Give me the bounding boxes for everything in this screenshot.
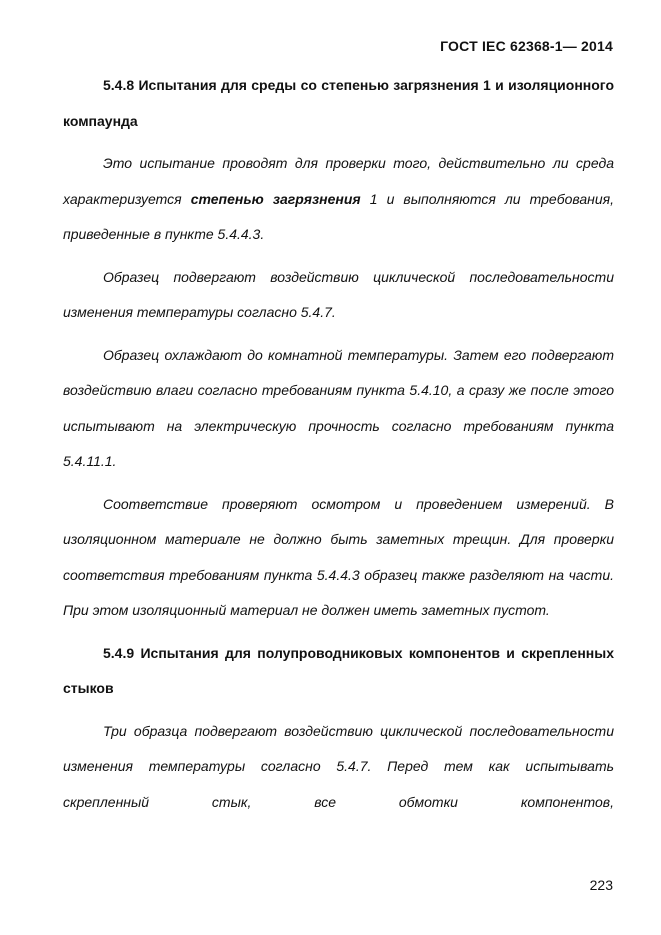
paragraph-text: Это испытание проводят для проверки того, действительно ли среда характеризуется	[63, 155, 614, 207]
paragraph: Три образца подвергают воздействию циклической последовательности изменения температуры согласно 5.4.7. Перед тем как испытывать скрепленный стык, все обмотки компонентов,	[63, 722, 614, 810]
paragraph: Образец подвергают воздействию циклической последовательности изменения температуры согласно 5.4.7.	[63, 268, 614, 320]
section-heading-5-4-9: 5.4.9 Испытания для полупроводниковых компонентов и скрепленных стыков	[63, 644, 614, 696]
emphasized-term: степенью загрязнения	[190, 190, 361, 207]
section-heading-5-4-8: 5.4.8 Испытания для среды со степенью загрязнения 1 и изоляционного компаунда	[63, 77, 614, 129]
paragraph: Соответствие проверяют осмотром и проведением измерений. В изоляционном материале не должно быть заметных трещин. Для проверки соответствия требованиям пункта 5.4.4.3 образец также разделяют на части. При этом изоляционный материал не должен иметь заметных пустот.	[63, 495, 614, 618]
paragraph	[63, 146, 614, 253]
document-header: ГОСТ IEC 62368-1— 2014	[440, 38, 613, 54]
page-number: 223	[589, 877, 613, 893]
paragraph-text: 1 и выполняются ли требования, приведенные в пункте 5.4.4.3.	[63, 190, 614, 242]
document-body	[63, 68, 614, 827]
paragraph: Образец охлаждают до комнатной температуры. Затем его подвергают воздействию влаги согласно требованиям пункта 5.4.10, а сразу же после этого испытывают на электрическую прочность согласно требованиям пункта 5.4.11.1.	[63, 346, 614, 469]
